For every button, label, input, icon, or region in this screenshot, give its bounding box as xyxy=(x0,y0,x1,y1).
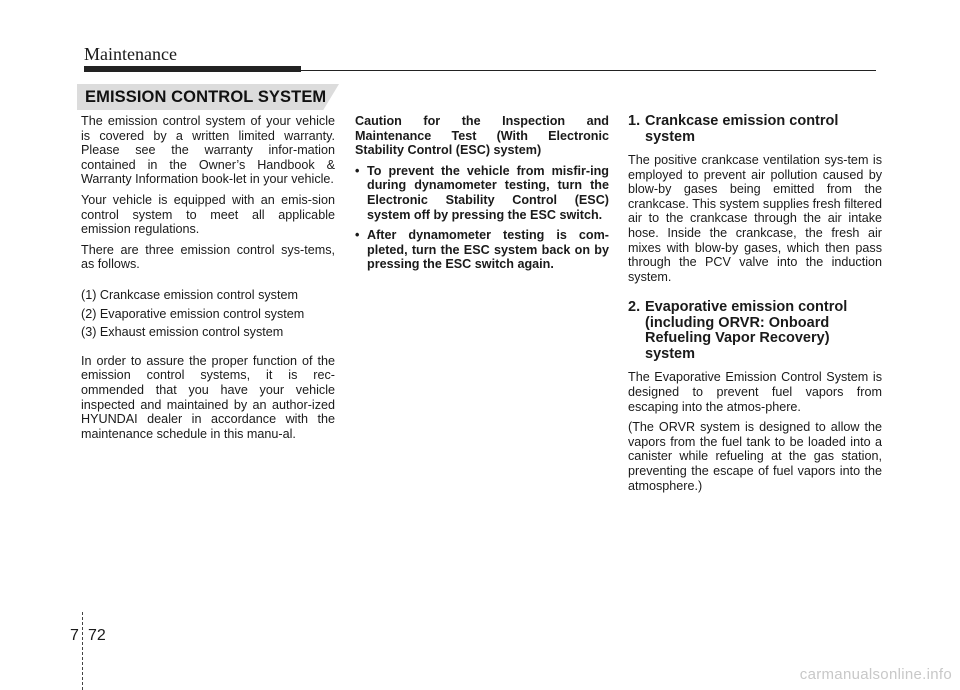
paragraph: There are three emission control sys-tems, as follows. xyxy=(81,242,335,272)
header-rule-thick xyxy=(84,66,301,72)
section-heading-text: Crankcase emission control system xyxy=(645,113,839,145)
list-item: (2) Evaporative emission control system xyxy=(81,306,305,321)
bullet-text: To prevent the vehicle from misfir-ing during dynamometer testing, turn the Electronic Stability Control (ESC) system off by pressing the ESC switch. xyxy=(367,163,609,222)
paragraph: (The ORVR system is designed to allow the vapors from the fuel tank to be loaded into a canister while refueling at the gas station, preventing the escape of fuel vapors into the atmosphere.) xyxy=(628,420,882,493)
section-banner-title: EMISSION CONTROL SYSTEM xyxy=(85,88,327,106)
section-number: 1. xyxy=(628,113,641,129)
caution-bullet xyxy=(355,164,609,222)
section-heading-text: Evaporative emission control (including ORVR: Onboard Refueling Vapor Recovery) system xyxy=(645,299,848,362)
list-item: (1) Crankcase emission control system xyxy=(81,287,298,302)
column-3 xyxy=(628,114,882,499)
bullet-text: After dynamometer testing is com-pleted, turn the ESC system back on by pressing the ESC switch again. xyxy=(367,228,609,272)
caution-title: Caution for the Inspection and Maintenance Test (With Electronic Stability Control (ESC) system) xyxy=(355,114,609,158)
paragraph: The positive crankcase ventilation sys-tem is employed to prevent air pollution caused by blow-by gases being emitted from the crankcase. This system supplies fresh filtered air to the crankcase through the air intake hose. Inside the crankcase, the fresh air mixes with blow-by gases, which then pass through the PCV valve into the induction system. xyxy=(628,153,882,284)
header-rule-thin xyxy=(301,70,876,71)
column-1 xyxy=(81,114,335,447)
section-heading xyxy=(628,300,882,362)
paragraph: In order to assure the proper function of the emission control systems, it is rec-ommended that you have your vehicle inspected and maintained by an author-ized HYUNDAI dealer in accordance with the maintenance schedule in this manu-al. xyxy=(81,353,335,441)
column-2 xyxy=(355,114,609,278)
footer-page-number: 72 xyxy=(88,627,106,644)
paragraph: The Evaporative Emission Control System is designed to prevent fuel vapors from escaping into the atmos-phere. xyxy=(628,370,882,414)
page-header-title: Maintenance xyxy=(84,44,177,64)
watermark: carmanualsonline.info xyxy=(799,666,952,683)
bullet-marker: • xyxy=(355,228,360,243)
section-heading xyxy=(628,114,882,145)
caution-bullet xyxy=(355,228,609,272)
list-item: (3) Exhaust emission control system xyxy=(81,325,284,340)
footer-divider xyxy=(82,612,83,690)
paragraph: Your vehicle is equipped with an emis-sion control system to meet all applicable emission regulations. xyxy=(81,192,335,237)
section-number: 2. xyxy=(628,299,641,316)
footer-chapter-number: 7 xyxy=(70,627,79,644)
bullet-marker: • xyxy=(355,163,360,178)
paragraph: The emission control system of your vehicle is covered by a written limited warranty. Please see the warranty infor-mation contained in the Owner’s Handbook & Warranty Information book-let in your vehicle. xyxy=(81,114,335,187)
emission-system-list xyxy=(81,288,335,340)
